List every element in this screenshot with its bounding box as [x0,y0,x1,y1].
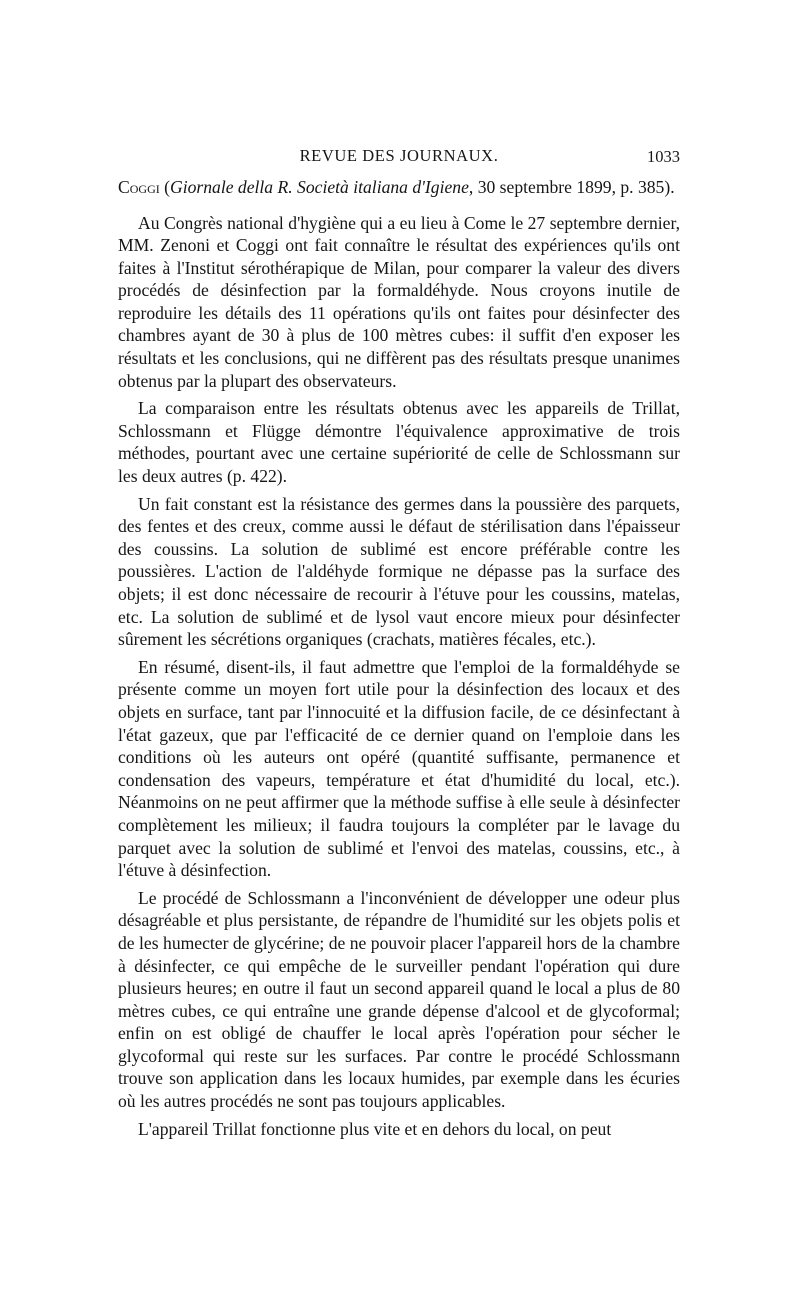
citation-journal: Giornale della R. Società italiana d'Igiene [170,177,469,197]
article-citation [118,176,680,199]
citation-details: , 30 septembre 1899, p. 385). [468,177,675,197]
body-paragraph-6: L'appareil Trillat fonctionne plus vite et en dehors du local, on peut [138,1118,612,1139]
page-content [118,146,680,1145]
body-paragraph-2: La comparaison entre les résultats obtenus avec les appareils de Trillat, Schlossmann et Flügge démontre l'équivalence approximative de trois méthodes, pourtant avec une certaine supériorité de celle de Schlossmann sur les deux autres (p. 422). [118,398,680,487]
citation-author: Coggi [118,177,160,197]
body-paragraph-3: Un fait constant est la résistance des germes dans la poussière des parquets, des fentes et des creux, comme aussi le défaut de stérilisation dans l'épaisseur des coussins. La solution de sublimé est encore préférable contre les poussières. L'action de l'aldéhyde formique ne dépasse pas la surface des objets; il est donc nécessaire de recourir à l'étuve pour les coussins, matelas, etc. La solution de sublimé et de lysol vaut encore mieux pour désinfecter sûrement les sécrétions organiques (crachats, matières fécales, etc.). [118,493,680,650]
body-paragraph-1: Au Congrès national d'hygiène qui a eu lieu à Come le 27 septembre dernier, MM. Zenoni et Coggi ont fait connaître le résultat des expériences qu'ils ont faites à l'Institut sérothérapique de Milan, pour comparer la valeur des divers procédés de désinfection par la formaldéhyde. Nous croyons inutile de reproduire les détails des 11 opérations qu'ils ont faites pour désinfecter des chambres ayant de 30 à plus de 100 mètres cubes: il suffit d'en exposer les résultats et les conclusions, qui ne diffèrent pas des résultats presque unanimes obtenus par la plupart des observateurs. [118,212,680,391]
running-header [118,146,680,170]
body-paragraph-4: En résumé, disent-ils, il faut admettre que l'emploi de la formaldéhyde se présente comme un moyen fort utile pour la désinfection des locaux et des objets en surface, tant par l'innocuité et la diffusion facile, de ce désinfectant à l'état gazeux, que par l'efficacité de ce dernier quand on l'emploie dans les conditions où les auteurs ont opéré (quantité suffisante, permanence et condensation des vapeurs, température et état d'humidité du local, etc.). Néanmoins on ne peut affirmer que la méthode suffise à elle seule à désinfecter complètement les milieux; il faudra toujours la compléter par le lavage du parquet avec la solution de sublimé et l'envoi des matelas, coussins, etc., à l'étuve à désinfection. [118,656,680,881]
page-number: 1033 [647,147,680,166]
citation-open-paren: ( [159,177,170,197]
body-paragraph-5: Le procédé de Schlossmann a l'inconvénient de développer une odeur plus désagréable et plus persistante, de répandre de l'humidité sur les objets polis et de les humecter de glycérine; de ne pouvoir placer l'appareil hors de la chambre à désinfecter, ce qui empêche de le surveiller pendant l'opération qui dure plusieurs heures; en outre il faut un second appareil quand le local a plus de 80 mètres cubes, ce qui entraîne une grande dépense d'alcool et de glycoformal; enfin on est obligé de chauffer le local après l'opération pour sécher le glycoformal qui reste sur les surfaces. Par contre le procédé Schlossmann trouve son application dans les locaux humides, par exemple dans les écuries où les autres procédés ne sont pas toujours applicables. [118,887,680,1112]
running-title: REVUE DES JOURNAUX. [299,146,499,165]
